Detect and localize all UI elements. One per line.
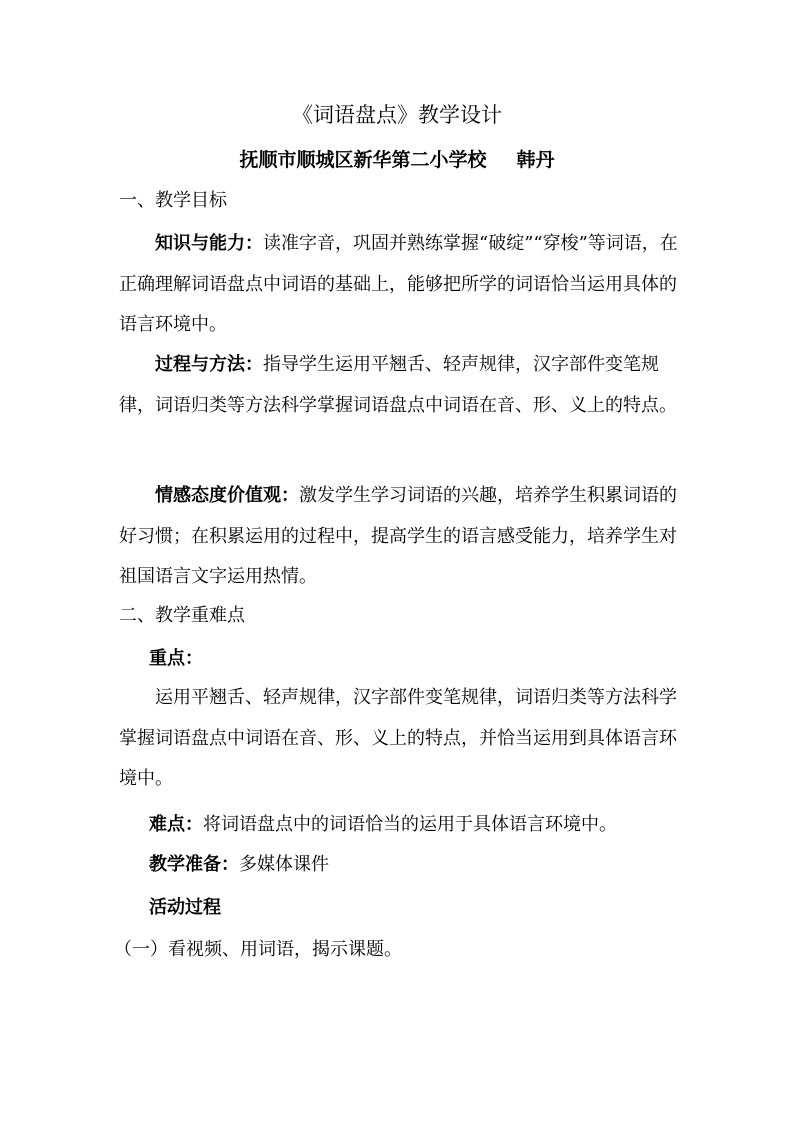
text-knowledge: 读准字音，巩固并熟练掌握“破绽”“穿梭”等词语，在正确理解词语盘点中词语的基础上，能够把所学的词语恰当运用具体的语言环境中。 bbox=[119, 233, 678, 335]
text-difficulty: 将词语盘点中的词语恰当的运用于具体语言环境中。 bbox=[203, 814, 617, 835]
label-activity-process: 活动过程 bbox=[149, 897, 221, 918]
document-title: 《词语盘点》教学设计 bbox=[292, 103, 502, 127]
text-process: 指导学生运用平翘舌、轻声规律，汉字部件变笔规律，词语归类等方法科学掌握词语盘点中词语在音、形、义上的特点。 bbox=[119, 354, 677, 416]
paragraph-emotion bbox=[119, 476, 679, 598]
label-process: 过程与方法： bbox=[155, 354, 263, 375]
label-key-point: 重点： bbox=[149, 648, 203, 669]
author-school: 抚顺市顺城区新华第二小学校 bbox=[239, 149, 487, 171]
label-knowledge: 知识与能力： bbox=[155, 233, 263, 254]
text-emotion: 激发学生学习词语的兴趣，培养学生积累词语的好习惯；在积累运用的过程中，提高学生的语言感受能力，培养学生对祖国语言文字运用热情。 bbox=[119, 485, 677, 587]
paragraph-preparation bbox=[149, 850, 329, 880]
section-heading-keypoints: 二、教学重难点 bbox=[119, 605, 245, 626]
step-one: （一）看视频、用词语，揭示课题。 bbox=[114, 939, 402, 960]
paragraph-process bbox=[119, 345, 679, 426]
author-name: 韩丹 bbox=[516, 149, 555, 171]
author-line bbox=[0, 146, 794, 174]
text-preparation: 多媒体课件 bbox=[239, 854, 329, 875]
label-preparation: 教学准备： bbox=[149, 854, 239, 875]
label-difficulty: 难点： bbox=[149, 814, 203, 835]
paragraph-knowledge bbox=[119, 224, 679, 346]
paragraph-key-point: 运用平翘舌、轻声规律，汉字部件变笔规律，词语归类等方法科学掌握词语盘点中词语在音、形、义上的特点，并恰当运用到具体语言环境中。 bbox=[119, 687, 677, 789]
section-heading-objectives: 一、教学目标 bbox=[119, 190, 227, 211]
label-emotion: 情感态度价值观： bbox=[155, 485, 299, 506]
paragraph-difficulty bbox=[149, 810, 617, 840]
